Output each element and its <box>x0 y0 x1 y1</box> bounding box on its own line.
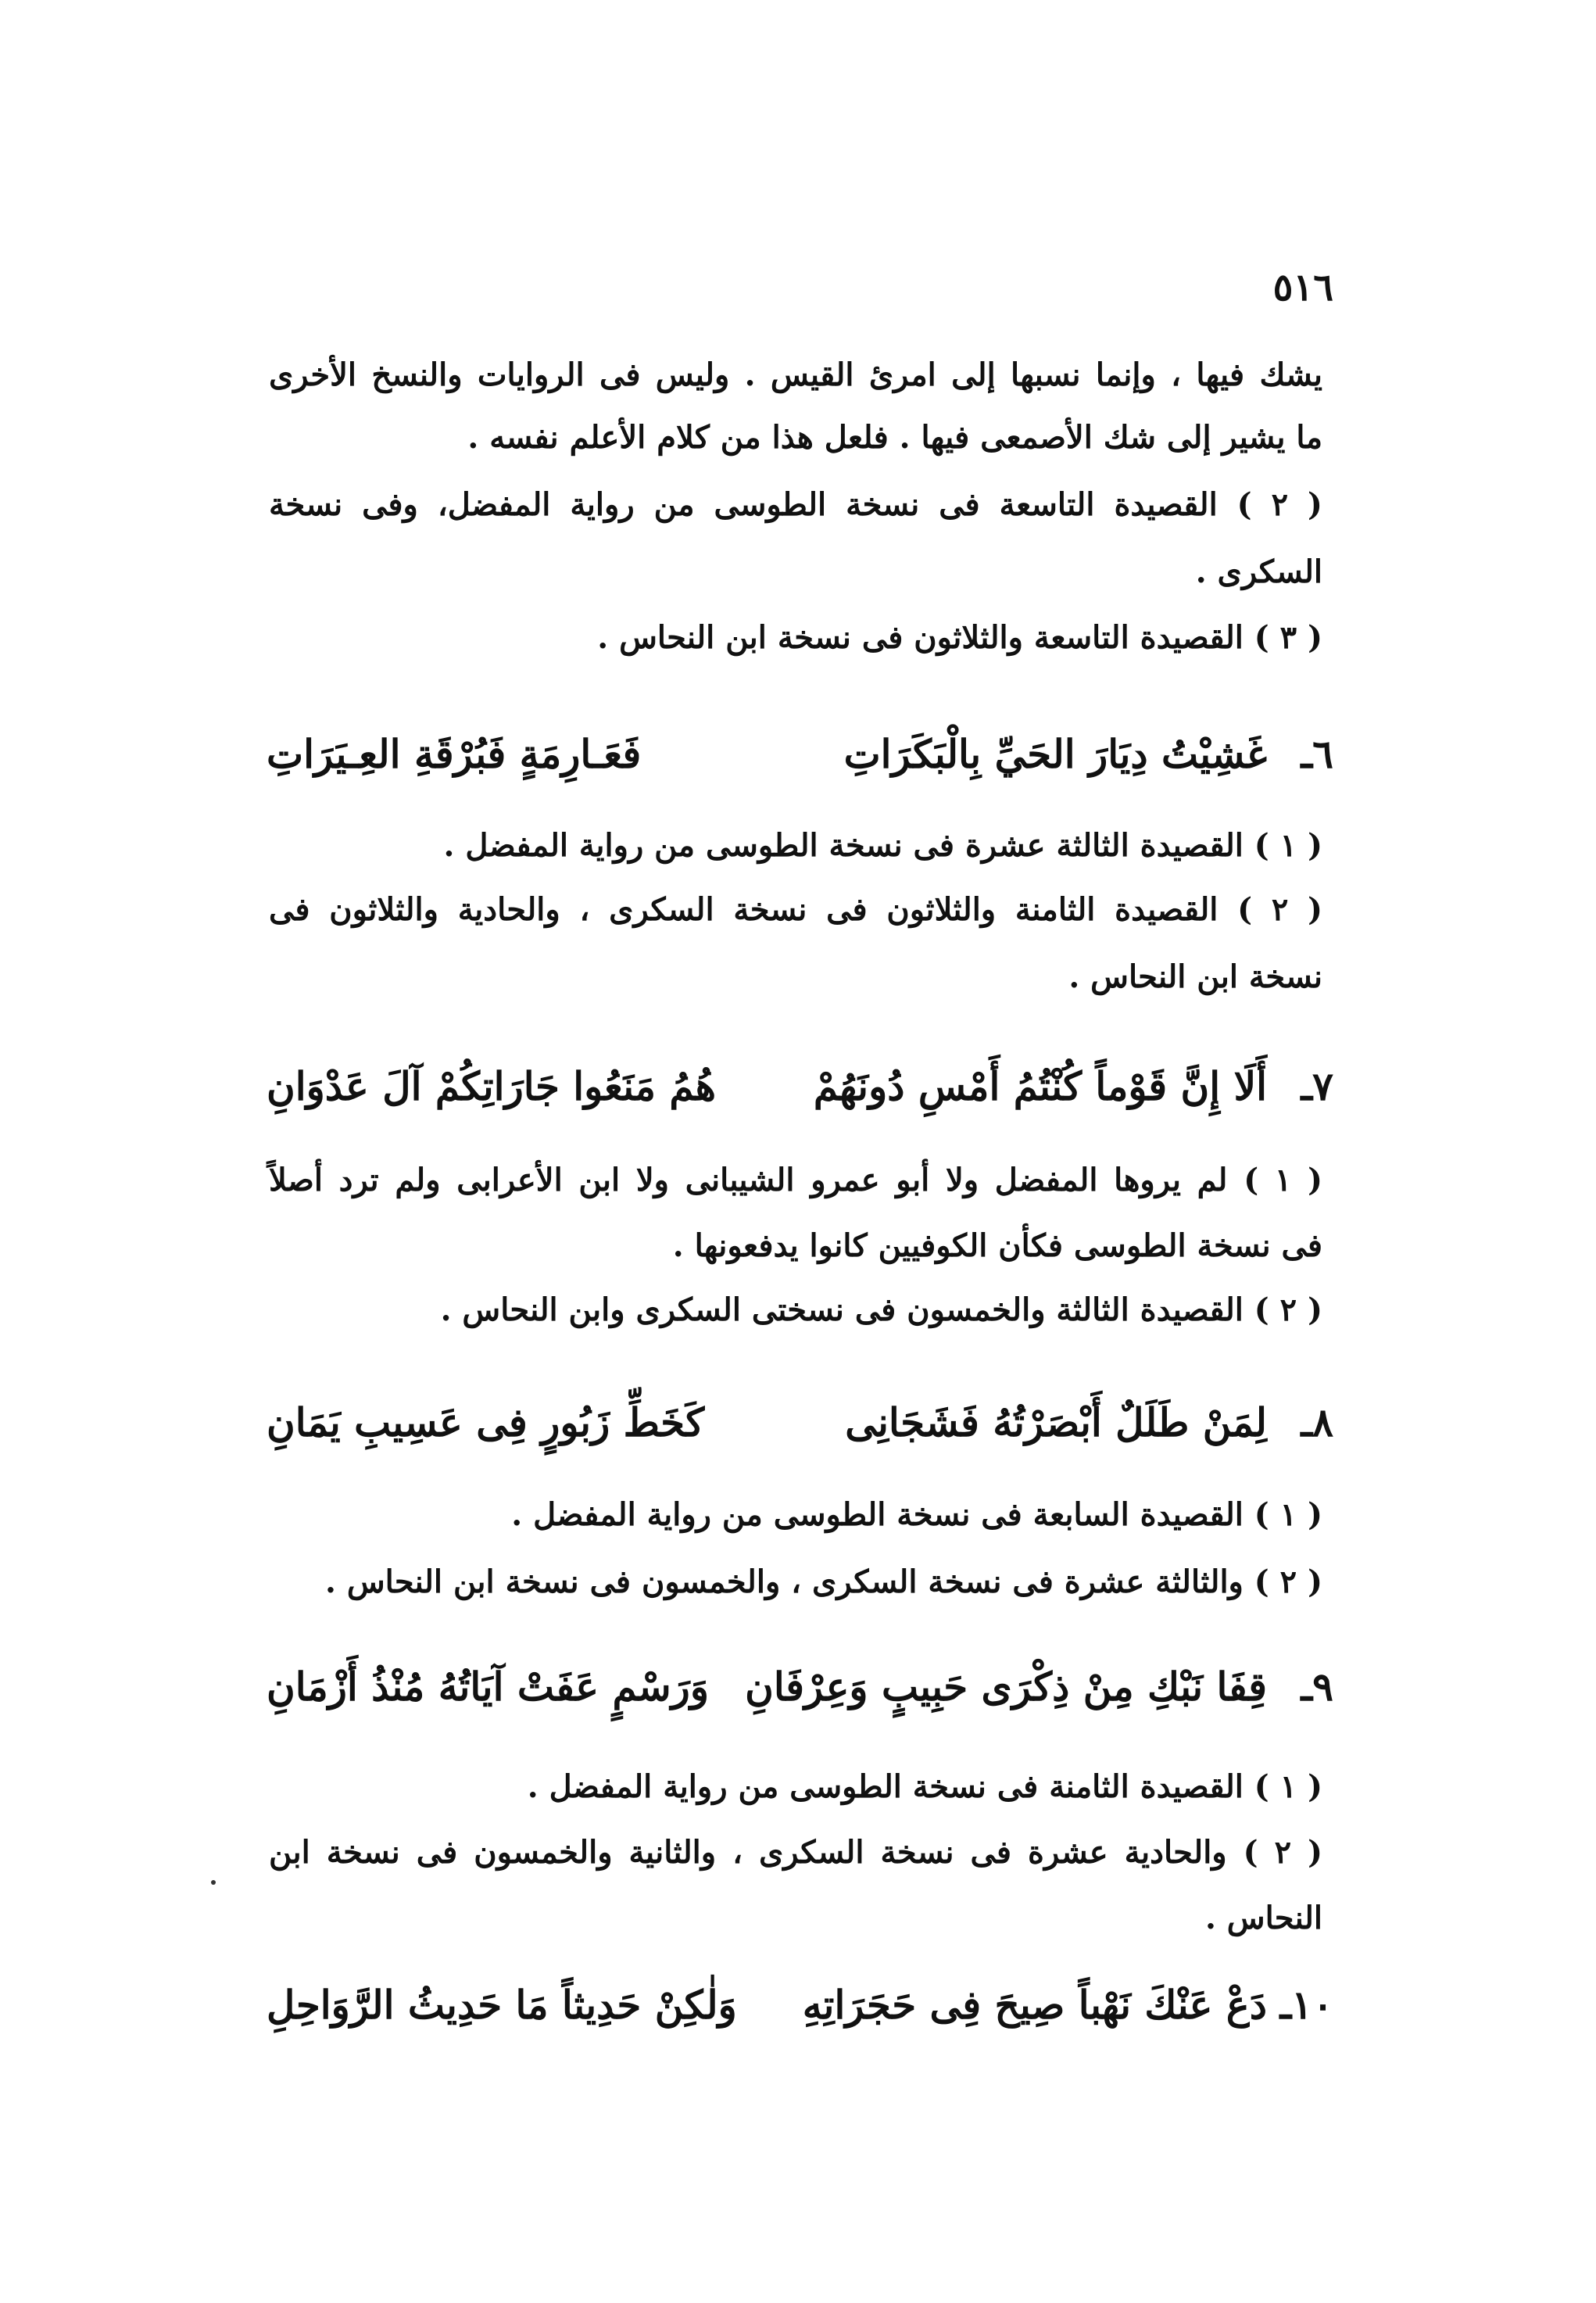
verse-first-half: دَعْ عَنْكَ نَهْباً صِيحَ فِى حَجَرَاتِهِ <box>802 1982 1267 2028</box>
footnote-line: ( ٢ ) والثالثة عشرة فى نسخة السكرى ، والخمسون فى نسخة ابن النحاس . <box>324 1563 1322 1600</box>
footnote-line: ( ٣ ) القصيدة التاسعة والثلاثون فى نسخة ابن النحاس . <box>597 619 1322 656</box>
verse-second-half: كَخَطِّ زَبُورٍ فِى عَسِيبِ يَمَانِ <box>267 1399 705 1445</box>
footnote-line: فى نسخة الطوسى فكأن الكوفيين كانوا يدفعونها . <box>672 1227 1322 1264</box>
verse-second-half: وَلٰكِنْ حَدِيثاً مَا حَدِيثُ الرَّوَاحِلِ <box>267 1982 737 2028</box>
verse-second-half: وَرَسْمٍ عَفَتْ آيَاتُهُ مُنْذُ أَزْمَانِ <box>267 1664 709 1710</box>
verse-8 <box>267 1399 1333 1454</box>
footnote-line: السكرى . <box>1195 553 1322 590</box>
verse-number: ١٠ـ <box>1279 1982 1333 2028</box>
footnote-line: النحاس . <box>1204 1900 1322 1936</box>
footnote-line: ( ٢ ) والحادية عشرة فى نسخة السكرى ، والثانية والخمسون فى نسخة ابن <box>269 1834 1322 1871</box>
verse-number: ٨ـ <box>1301 1399 1333 1445</box>
footnote-line: ( ١ ) القصيدة الثامنة فى نسخة الطوسى من رواية المفضل . <box>527 1768 1322 1805</box>
verse-first-half: أَلَا إِنَّ قَوْماً كُنْتُمُ أَمْسِ دُونَهُمْ <box>813 1063 1267 1109</box>
footnote-line: ( ٢ ) القصيدة الثامنة والثلاثون فى نسخة السكرى ، والحادية والثلاثون فى <box>269 891 1322 928</box>
paragraph-line: ما يشير إلى شك الأصمعى فيها . فلعل هذا من كلام الأعلم نفسه . <box>467 419 1322 456</box>
footnote-line: ( ٢ ) القصيدة التاسعة فى نسخة الطوسى من رواية المفضل، وفى نسخة <box>269 486 1322 523</box>
footnote-line: ( ١ ) القصيدة السابعة فى نسخة الطوسى من رواية المفضل . <box>511 1496 1322 1533</box>
verse-10 <box>267 1982 1333 2036</box>
verse-second-half: هُمُ مَنَعُوا جَارَاتِكُمْ آلَ عَدْوَانِ <box>267 1063 717 1109</box>
verse-first-half: قِفَا نَبْكِ مِنْ ذِكْرَى حَبِيبٍ وَعِرْفَانِ <box>745 1664 1267 1710</box>
verse-number: ٩ـ <box>1301 1664 1333 1710</box>
verse-7 <box>267 1063 1333 1118</box>
verse-6 <box>267 731 1333 786</box>
verse-second-half: فَعَـارِمَةٍ فَبُرْقَةِ العِـيَرَاتِ <box>267 731 642 777</box>
verse-first-half: لِمَنْ طَلَلٌ أَبْصَرْتُهُ فَشَجَانِى <box>845 1399 1267 1445</box>
verse-number: ٦ـ <box>1301 731 1333 777</box>
stray-dot <box>211 1880 216 1885</box>
footnote-line: ( ١ ) القصيدة الثالثة عشرة فى نسخة الطوسى من رواية المفضل . <box>443 827 1322 864</box>
verse-first-half: غَشِيْتُ دِيَارَ الحَيِّ بِالْبَكَرَاتِ <box>843 731 1267 777</box>
footnote-line: ( ١ ) لم يروها المفضل ولا أبو عمرو الشيبانى ولا ابن الأعرابى ولم ترد أصلاً <box>269 1162 1322 1198</box>
footnote-line: نسخة ابن النحاس . <box>1068 958 1322 995</box>
paragraph-line: يشك فيها ، وإنما نسبها إلى امرئ القيس . وليس فى الروايات والنسخ الأخرى <box>269 356 1322 393</box>
verse-number: ٧ـ <box>1301 1063 1333 1109</box>
verse-9 <box>267 1664 1333 1718</box>
footnote-line: ( ٢ ) القصيدة الثالثة والخمسون فى نسختى السكرى وابن النحاس . <box>440 1291 1322 1328</box>
page-number: ٥١٦ <box>1272 266 1333 310</box>
